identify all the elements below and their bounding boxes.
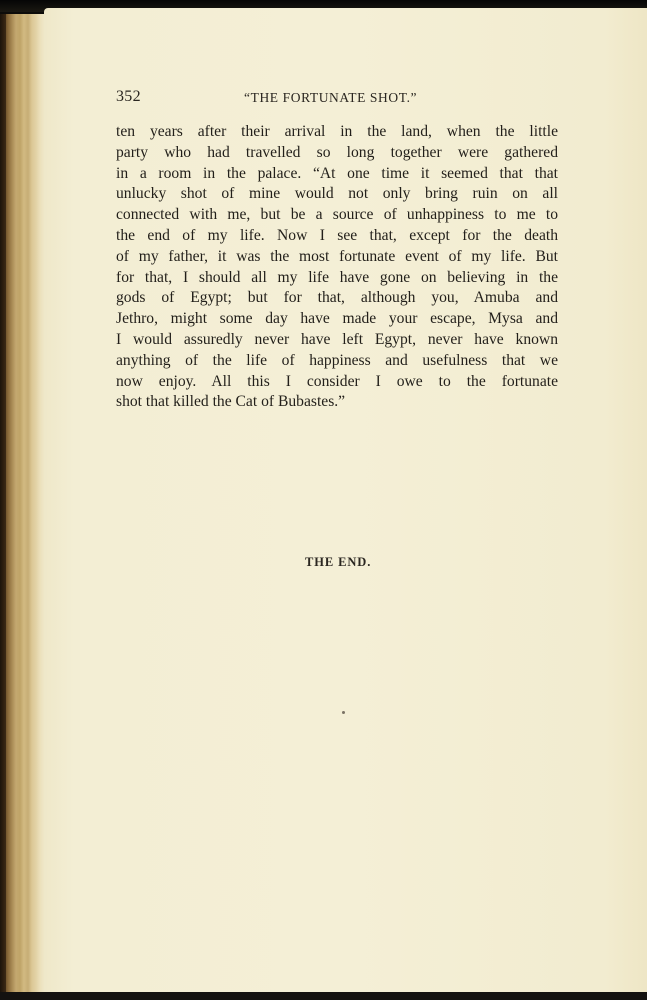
text-line: the end of my life. Now I see that, except for the death (116, 226, 558, 244)
text-line: unlucky shot of mine would not only bring ruin on all (116, 185, 558, 203)
page-edges (0, 14, 46, 1000)
chapter-title: “THE FORTUNATE SHOT.” (244, 90, 418, 105)
text-line: gods of Egypt; but for that, although you, Amuba and (116, 289, 558, 307)
text-line: now enjoy. All this I consider I owe to the fortunate (116, 372, 558, 390)
text-line: party who had travelled so long together were gathered (116, 143, 558, 161)
running-head (116, 88, 558, 112)
paper-speck (342, 711, 345, 714)
book-spine (0, 14, 6, 1000)
text-line: in a room in the palace. “At one time it seemed that that (116, 164, 558, 182)
text-line: of my father, it was the most fortunate event of my life. But (116, 247, 558, 265)
text-line: shot that killed the Cat of Bubastes.” (116, 393, 346, 411)
the-end-label: THE END. (305, 555, 372, 569)
bottom-shadow (0, 992, 647, 1000)
text-line: for that, I should all my life have gone on believing in the (116, 268, 558, 286)
page-number: 352 (116, 88, 141, 105)
text-line: ten years after their arrival in the land, when the little (116, 123, 558, 140)
text-line: connected with me, but be a source of unhappiness to me to (116, 206, 558, 224)
text-line: anything of the life of happiness and usefulness that we (116, 351, 558, 369)
body-paragraph (116, 122, 558, 413)
text-line: I would assuredly never have left Egypt, never have known (116, 330, 558, 348)
text-line: Jethro, might some day have made your escape, Mysa and (116, 310, 558, 328)
